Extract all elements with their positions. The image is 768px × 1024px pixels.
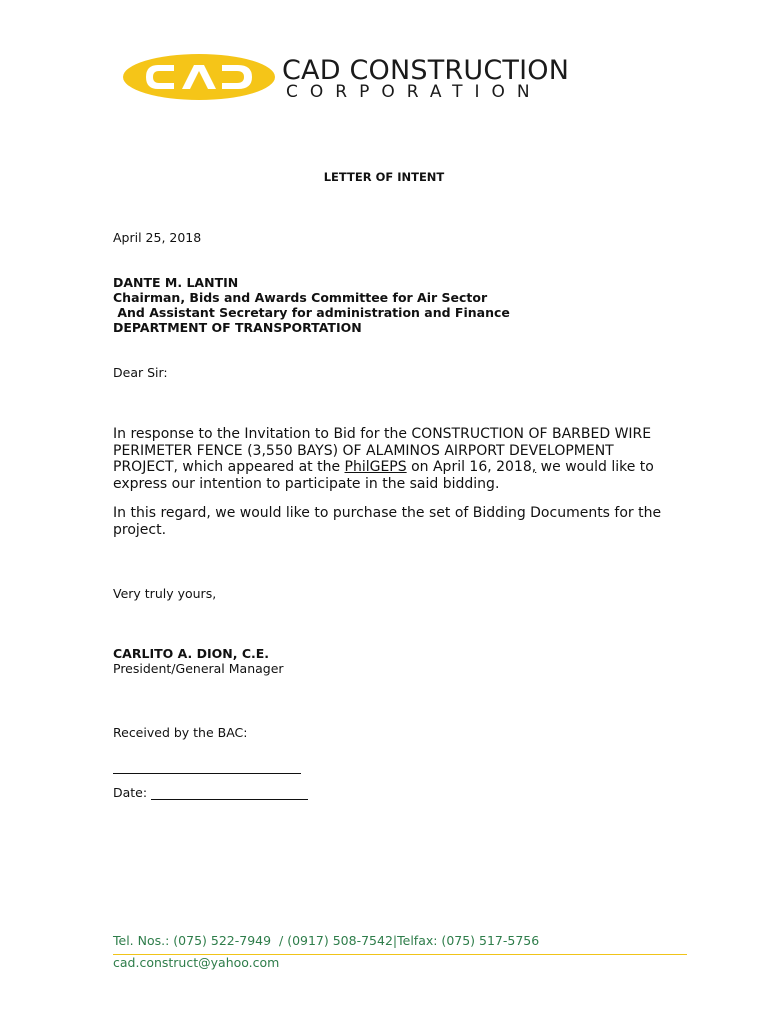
signature-line xyxy=(113,773,301,774)
para1-text-start: In response to the Invitation to Bid for the CONSTRUCTION OF BARBED WIRE PERIMETER FENCE (3,550 BAYS) OF ALAMINOS AIRPORT DEVELOPMENT PROJECT, which appeared at the xyxy=(113,426,652,475)
para1-text-middle: on April 16, 2018 xyxy=(406,459,532,475)
body-paragraph-2: In this regard, we would like to purchase the set of Bidding Documents for the project. xyxy=(113,505,662,538)
recipient-name: DANTE M. LANTIN xyxy=(113,275,239,290)
date-label: Date: xyxy=(113,785,152,800)
company-subtitle: CORPORATION xyxy=(286,82,542,102)
company-logo xyxy=(122,52,276,102)
footer-contacts: Tel. Nos.: (075) 522-7949 / (0917) 508-7542|Telfax: (075) 517-5756 xyxy=(113,933,540,948)
recipient-title-1: Chairman, Bids and Awards Committee for Air Sector xyxy=(113,290,488,305)
footer-email: cad.construct@yahoo.com xyxy=(113,955,280,970)
para1-comma: , xyxy=(531,459,537,475)
letter-title: LETTER OF INTENT xyxy=(323,170,445,184)
date-blank-line xyxy=(151,787,308,800)
closing: Very truly yours, xyxy=(113,586,217,601)
recipient-title-2: And Assistant Secretary for administration and Finance xyxy=(113,305,510,320)
recipient-department: DEPARTMENT OF TRANSPORTATION xyxy=(113,320,362,335)
body-paragraph-1 xyxy=(113,426,673,492)
letter-date: April 25, 2018 xyxy=(113,230,202,245)
company-name: CAD CONSTRUCTION xyxy=(282,55,570,86)
date-field xyxy=(113,785,308,800)
philgeps-link: PhilGEPS xyxy=(344,459,407,475)
signatory-name: CARLITO A. DION, C.E. xyxy=(113,646,270,661)
logo-ellipse xyxy=(123,54,275,100)
salutation: Dear Sir: xyxy=(113,365,168,380)
signatory-position: President/General Manager xyxy=(113,661,284,676)
para1-text-end: we would like to express our intention to participate in the said bidding. xyxy=(113,459,654,492)
received-label: Received by the BAC: xyxy=(113,725,248,740)
